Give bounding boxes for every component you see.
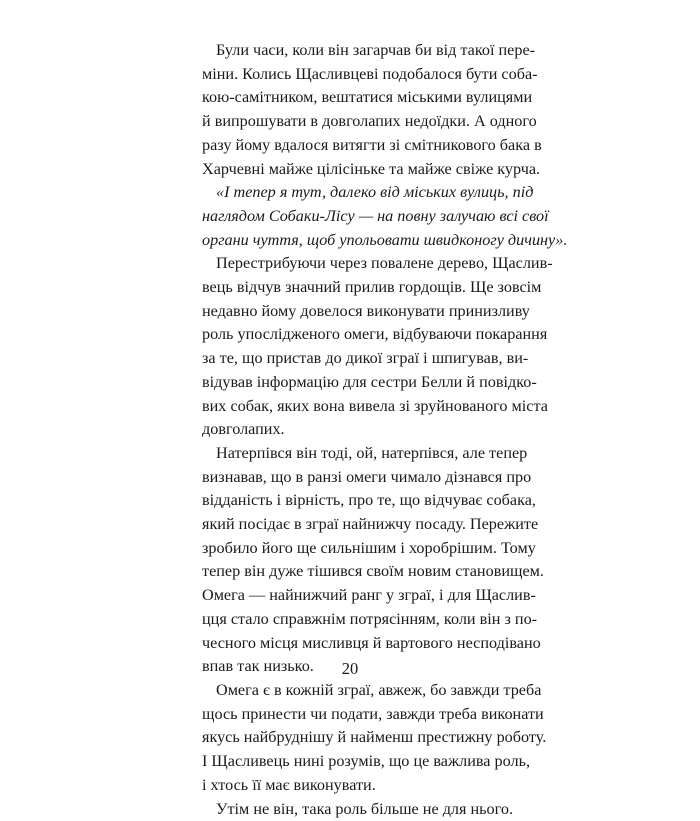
text-line: органи чуття, щоб упольовати швидконогу дичину».	[186, 229, 514, 253]
text-line: і хтось її має виконувати.	[186, 774, 514, 798]
text-line: Перестрибуючи через повалене дерево, Щаслив-	[186, 252, 514, 276]
text-line: який посідає в зграї найнижчу посаду. Пережите	[186, 513, 514, 537]
text-line: Утім не він, така роль більше не для нього.	[186, 798, 514, 821]
text-line: Омега — найнижчий ранг у зграї, і для Щаслив-	[186, 584, 514, 608]
text-line: вих собак, яких вона вивела зі зруйнованого міста	[186, 395, 514, 419]
text-line: Натерпівся він тоді, ой, натерпівся, але тепер	[186, 442, 514, 466]
text-line: міни. Колись Щасливцеві подобалося бути соба-	[186, 63, 514, 87]
text-line: чесного місця мисливця й вартового несподівано	[186, 632, 514, 656]
text-line: наглядом Собаки-Лісу — на повну залучаю всі свої	[186, 205, 514, 229]
text-line: «І тепер я тут, далеко від міських вулиць, під	[186, 181, 514, 205]
text-line: роль упослідженого омеги, відбуваючи покарання	[186, 323, 514, 347]
paragraph-5	[186, 679, 514, 798]
text-line: цця стало справжнім потрясінням, коли він з по-	[186, 608, 514, 632]
text-line: кою-самітником, вештатися міськими вулицями	[186, 86, 514, 110]
paragraph-6	[186, 798, 514, 821]
text-line: якусь найбруднішу й найменш престижну роботу.	[186, 726, 514, 750]
text-line: тепер він дуже тішився своїм новим становищем.	[186, 560, 514, 584]
paragraph-1	[186, 39, 514, 181]
text-line: Харчевні майже цілісіньке та майже свіже курча.	[186, 158, 514, 182]
text-line: визнавав, що в ранзі омеги чимало дізнався про	[186, 466, 514, 490]
text-line: щось принести чи подати, завжди треба виконати	[186, 703, 514, 727]
text-line: впав так низько.	[186, 655, 514, 679]
paragraph-4	[186, 442, 514, 679]
text-line: Були часи, коли він загарчав би від такої пере-	[186, 39, 514, 63]
text-line: за те, що пристав до дикої зграї і шпигував, ви-	[186, 347, 514, 371]
text-line: вець відчув значний прилив гордощів. Ще зовсім	[186, 276, 514, 300]
text-line: разу йому вдалося витягти зі смітникового бака в	[186, 134, 514, 158]
page-number: 20	[0, 659, 700, 679]
text-line: недавно йому довелося виконувати принизливу	[186, 300, 514, 324]
paragraph-2-italic	[186, 181, 514, 252]
body-text	[186, 39, 514, 821]
text-line: й випрошувати в довголапих недоїдки. А одного	[186, 110, 514, 134]
text-line: відував інформацію для сестри Белли й повідко-	[186, 371, 514, 395]
text-line: зробило його ще сильнішим і хоробрішим. Тому	[186, 537, 514, 561]
text-line: Омега є в кожній зграї, авжеж, бо завжди треба	[186, 679, 514, 703]
paragraph-3	[186, 252, 514, 442]
text-line: відданість і вірність, про те, що відчуває собака,	[186, 489, 514, 513]
text-line: І Щасливець нині розумів, що це важлива роль,	[186, 750, 514, 774]
text-line: довголапих.	[186, 418, 514, 442]
